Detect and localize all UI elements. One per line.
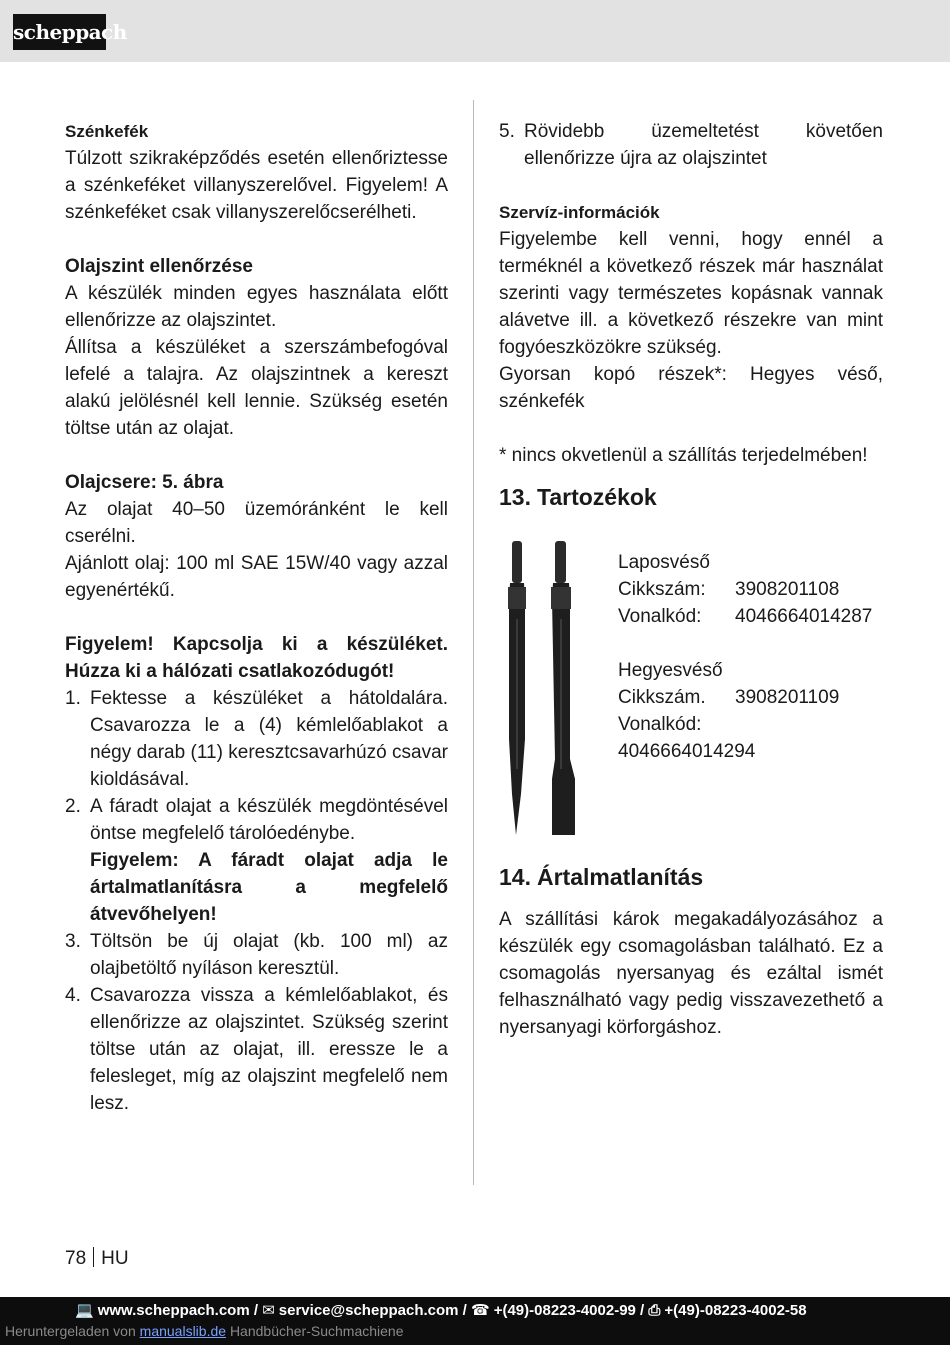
service-heading: Szervíz-információk <box>499 203 660 222</box>
accessory-article: Cikkszám. 3908201109 <box>618 687 840 708</box>
step-warning-note: Figyelem: A fáradt olajat adja le ártalmatlanításra a megfelelő átvevőhelyen! <box>90 850 448 925</box>
olajcsere-heading: Olajcsere: 5. ábra <box>65 472 224 493</box>
scheppach-logo: scheppach <box>13 14 106 50</box>
olajcsere-text-2: Ajánlott olaj: 100 ml SAE 15W/40 vagy azzal egyenértékű. <box>65 553 448 601</box>
step-3 <box>65 928 448 982</box>
accessory-name: Hegyesvéső <box>618 660 723 681</box>
accessory-barcode-label: Vonalkód: <box>618 714 702 735</box>
fax-icon: ⎙ <box>648 1302 661 1319</box>
footnote: * nincs okvetlenül a szállítás terjedelmében! <box>499 445 868 466</box>
olajszint-text-1: A készülék minden egyes használata előtt ellenőrizze az olajszintet. <box>65 283 448 331</box>
page-number: 78 HU <box>65 1248 129 1269</box>
wear-parts-text: Gyorsan kopó részek*: Hegyes véső, szénkefék <box>499 364 883 412</box>
footer-web-link[interactable]: www.scheppach.com <box>97 1302 250 1319</box>
footer-fax: +(49)-08223-4002-58 <box>664 1302 807 1319</box>
olajszint-heading: Olajszint ellenőrzése <box>65 256 253 277</box>
column-divider <box>473 100 474 1185</box>
accessories-list <box>618 549 888 765</box>
disposal-text: A szállítási károk megakadályozásához a készülék egy csomagolásban található. Ez a csomagolás nyersanyag és ezáltal ismét felhasználható vagy pedig visszavezethető a nyersanyagi körforgáshoz. <box>499 909 883 1038</box>
service-text: Figyelembe kell venni, hogy ennél a terméknél a következő részek már használat szerinti vagy természetes kopásnak vannak alávetve ill. a következő részekre van mint fogyóeszközökre szükség. <box>499 229 883 358</box>
download-note: Heruntergeladen von manualslib.de Handbücher-Suchmachiene <box>5 1323 404 1339</box>
section-13-heading <box>499 482 883 512</box>
manualslib-link[interactable]: manualslib.de <box>139 1323 227 1339</box>
step-text: Csavarozza vissza a kémlelőablakot, és ellenőrizze az olajszintet. Szükség szerint töltse után az olajat, ill. eressze le a felesleget, míg az olajszint megfelelő nem lesz. <box>90 985 448 1114</box>
computer-icon: 💻 <box>75 1302 94 1319</box>
section-title: Ártalmatlanítás <box>536 864 704 890</box>
accessories-block <box>499 539 883 849</box>
step-number: 2. <box>65 796 81 817</box>
page-header <box>0 0 950 62</box>
step-4 <box>65 982 448 1117</box>
szenkefek-heading: Szénkefék <box>65 122 149 141</box>
szenkefek-text: Túlzott szikraképződés esetén ellenőriztesse a szénkeféket villanyszerelővel. Figyelem! A szénkeféket csak villanyszerelőcserélheti. <box>65 148 448 223</box>
left-column <box>65 118 448 1117</box>
accessory-article: Cikkszám: 3908201108 <box>618 579 840 600</box>
step-text: Töltsön be új olajat (kb. 100 ml) az olajbetöltő nyíláson keresztül. <box>90 931 448 979</box>
section-14-heading <box>499 862 883 892</box>
olajcsere-text-1: Az olajat 40–50 üzemóránként le kell cserélni. <box>65 499 448 547</box>
footer-phone: +(49)-08223-4002-99 <box>493 1302 636 1319</box>
section-number: 13. <box>499 484 531 510</box>
chisel-image <box>499 539 589 839</box>
step-text: A fáradt olajat a készülék megdöntésével öntse megfelelő tárolóedénybe. <box>90 796 448 844</box>
accessory-name: Laposvéső <box>618 552 710 573</box>
phone-icon: ☎ <box>471 1302 490 1319</box>
mail-icon: ✉ <box>262 1302 275 1319</box>
step-number: 1. <box>65 688 81 709</box>
accessory-barcode-value: 4046664014294 <box>618 741 756 762</box>
step-text: Rövidebb üzemeltetést követően ellenőrizze újra az olajszintet <box>524 121 883 169</box>
step-number: 4. <box>65 985 81 1006</box>
step-2 <box>65 793 448 928</box>
footer-contact: 💻 www.scheppach.com / ✉ service@scheppach.com / ☎ +(49)-08223-4002-99 / ⎙ +(49)-08223-4002-58 <box>75 1302 807 1319</box>
right-column <box>499 118 883 1041</box>
step-number: 3. <box>65 931 81 952</box>
step-5 <box>499 118 883 172</box>
olajszint-text-2: Állítsa a készüléket a szerszámbefogóval lefelé a talajra. Az olajszintnek a kereszt alakú jelölésnél kell lennie. Szükség esetén töltse után az olajat. <box>65 337 448 439</box>
section-number: 14. <box>499 864 531 890</box>
page-footer <box>0 1297 950 1345</box>
step-1 <box>65 685 448 793</box>
accessory-barcode: Vonalkód: 4046664014287 <box>618 606 873 627</box>
section-title: Tartozékok <box>536 484 657 510</box>
step-text: Fektesse a készüléket a hátoldalára. Csavarozza le a (4) kémlelőablakot a négy darab (11) keresztcsavarhúzó csavar kioldásával. <box>90 688 448 790</box>
footer-email-link[interactable]: service@scheppach.com <box>278 1302 459 1319</box>
unplug-warning: Figyelem! Kapcsolja ki a készüléket. Húzza ki a hálózati csatlakozódugót! <box>65 634 448 682</box>
step-number: 5. <box>499 121 515 142</box>
